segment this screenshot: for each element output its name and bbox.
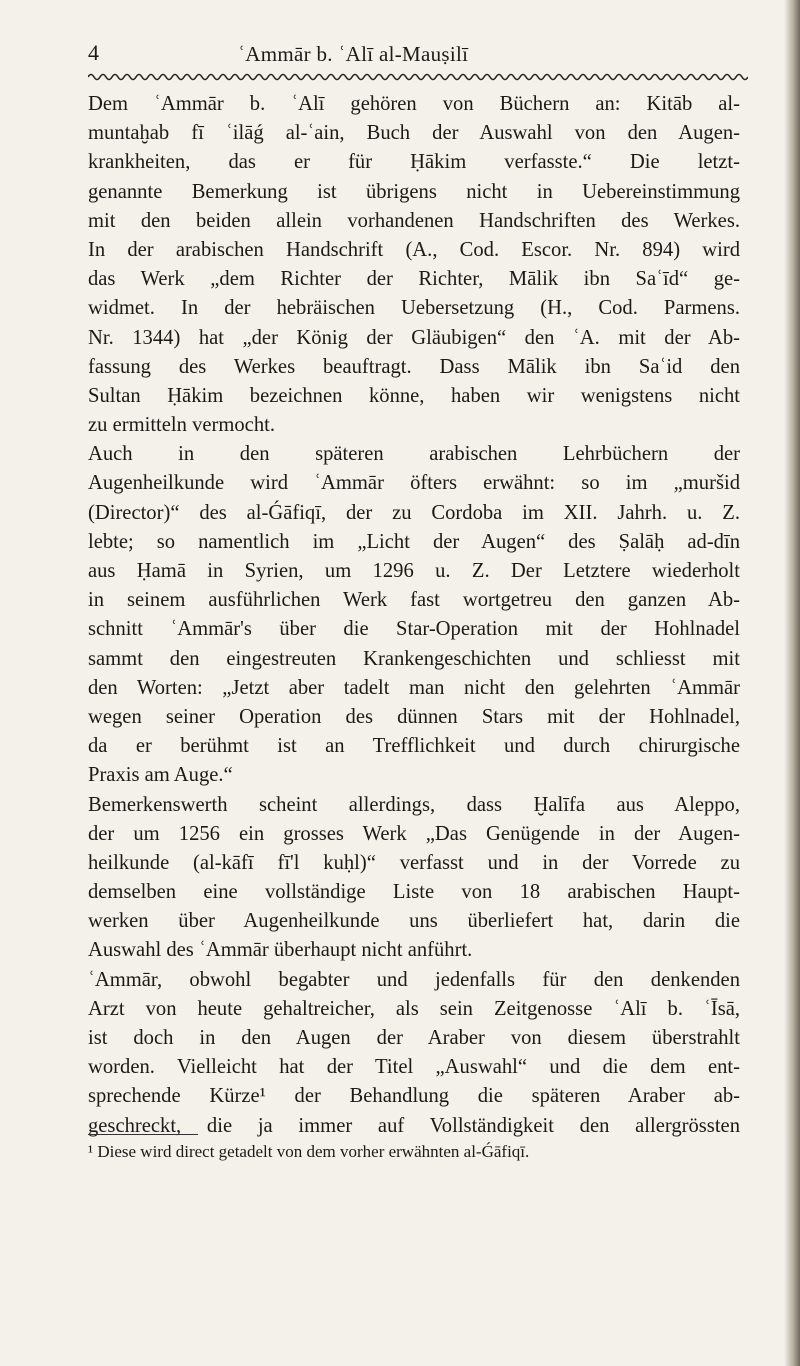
text-line: in seinem ausführlichen Werk fast wortgetreu den ganzen Ab-	[88, 589, 740, 612]
text-line: heilkunde (al-kāfī fī'l kuḥl)“ verfasst und in der Vorrede zu	[88, 851, 740, 874]
text-line: aus Ḥamā in Syrien, um 1296 u. Z. Der Letztere wiederholt	[88, 560, 740, 582]
text-line: das Werk „dem Richter der Richter, Mālik ibn Saʿīd“ ge-	[88, 268, 740, 291]
text-line: schnitt ʿAmmār's über die Star-Operation mit der Hohlnadel	[88, 618, 740, 641]
text-line: Sultan Ḥākim bezeichnen könne, haben wir wenigstens nicht	[88, 384, 740, 407]
text-line: krankheiten, das er für Ḥākim verfasste.“ Die letzt-	[88, 151, 740, 174]
text-line: Auch in den späteren arabischen Lehrbüchern der	[88, 443, 740, 466]
text-line: wegen seiner Operation des dünnen Stars mit der Hohlnadel,	[88, 705, 740, 728]
text-line: Nr. 1344) hat „der König der Gläubigen“ den ʿA. mit der Ab-	[88, 326, 740, 349]
text-line: Praxis am Auge.“	[88, 764, 233, 787]
text-line: lebte; so namentlich im „Licht der Augen“ des Ṣalāḥ ad-dīn	[88, 530, 740, 553]
text-line: ʿAmmār, obwohl begabter und jedenfalls für den denkenden	[88, 968, 740, 991]
text-line: sprechende Kürze¹ der Behandlung die späteren Araber ab-	[88, 1085, 740, 1108]
text-line: worden. Vielleicht hat der Titel „Auswahl“ und die dem ent-	[88, 1056, 740, 1079]
page-number: 4	[88, 40, 99, 65]
text-line: Auswahl des ʿAmmār überhaupt nicht anführt.	[88, 939, 473, 962]
text-line: da er berühmt ist an Trefflichkeit und durch chirurgische	[88, 735, 740, 758]
text-line: Arzt von heute gehaltreicher, als sein Zeitgenosse ʿAlī b. ʿĪsā,	[88, 997, 740, 1020]
book-spine-shadow	[784, 0, 800, 1366]
text-line: genannte Bemerkung ist übrigens nicht in Uebereinstimmung	[88, 180, 740, 203]
text-line: ist doch in den Augen der Araber von diesem überstrahlt	[88, 1027, 740, 1049]
text-line: (Director)“ des al-Ǵāfiqī, der zu Cordoba im XII. Jahrh. u. Z.	[88, 501, 740, 524]
text-line: der um 1256 ein grosses Werk „Das Genügende in der Augen-	[88, 822, 740, 845]
footnote-rule	[88, 1134, 198, 1135]
text-line: fassung des Werkes beauftragt. Dass Mālik ibn Saʿid den	[88, 355, 740, 378]
text-line: Bemerkenswerth scheint allerdings, dass Ḫalīfa aus Aleppo,	[88, 793, 740, 816]
text-line: den Worten: „Jetzt aber tadelt man nicht den gelehrten ʿAmmār	[88, 676, 740, 699]
text-line: werken über Augenheilkunde uns überliefert hat, darin die	[88, 910, 740, 933]
body-text	[88, 90, 740, 1141]
wavy-rule-ornament	[88, 70, 748, 84]
running-head: ʿAmmār b. ʿAlī al-Mauṣilī	[238, 42, 469, 66]
text-line: sammt den eingestreuten Krankengeschichten und schliesst mit	[88, 647, 740, 670]
text-line: zu ermitteln vermocht.	[88, 414, 275, 437]
text-line: muntaḫab fī ʿilāǵ al-ʿain, Buch der Auswahl von den Augen-	[88, 122, 740, 145]
text-line: demselben eine vollständige Liste von 18 arabischen Haupt-	[88, 881, 740, 904]
text-line: Dem ʿAmmār b. ʿAlī gehören von Büchern an: Kitāb al-	[88, 93, 740, 115]
footnote: ¹ Diese wird direct getadelt von dem vorher erwähnten al-Ǵāfiqī.	[88, 1142, 530, 1161]
text-line: Augenheilkunde wird ʿAmmār öfters erwähnt: so im „muršid	[88, 472, 740, 495]
text-line: mit den beiden allein vorhandenen Handschriften des Werkes.	[88, 209, 740, 232]
page-header	[88, 40, 748, 74]
text-line: geschreckt, die ja immer auf Vollständigkeit den allergrössten	[88, 1114, 740, 1137]
text-line: widmet. In der hebräischen Uebersetzung (H., Cod. Parmens.	[88, 297, 740, 320]
text-line: In der arabischen Handschrift (A., Cod. Escor. Nr. 894) wird	[88, 238, 740, 261]
